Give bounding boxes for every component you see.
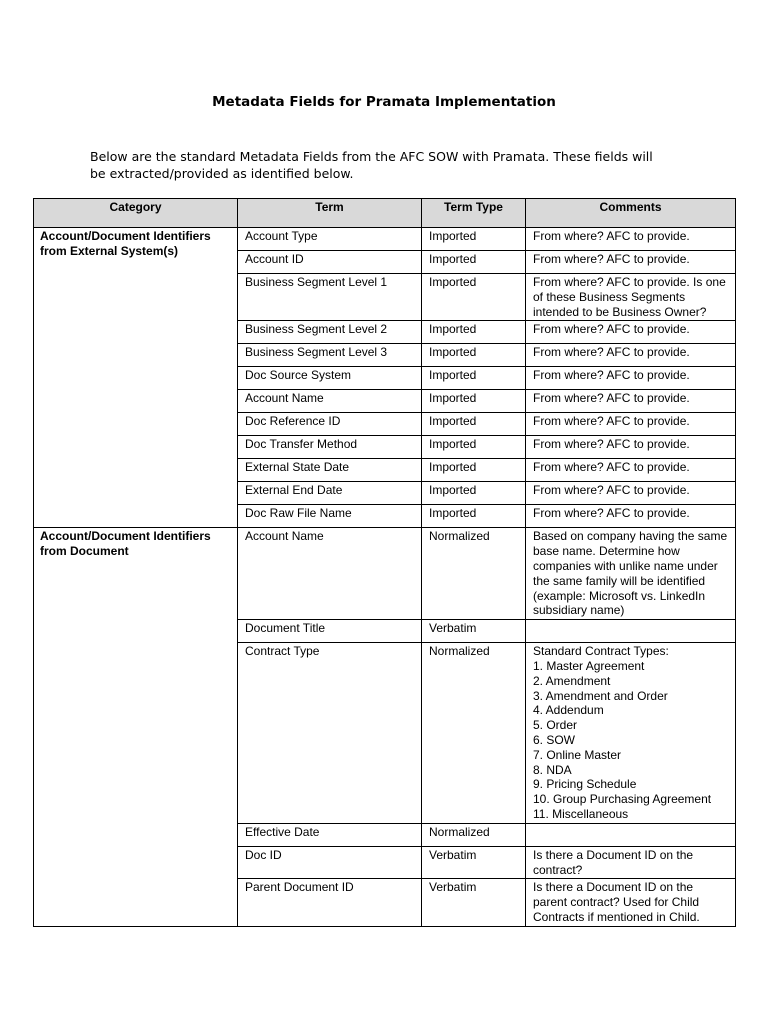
header-term: Term [238,199,422,228]
comment-cell: From where? AFC to provide. [526,228,736,251]
term-type-cell: Imported [422,459,526,482]
term-cell: Doc ID [238,846,422,879]
term-type-cell: Imported [422,274,526,321]
comment-cell: From where? AFC to provide. [526,482,736,505]
term-cell: Business Segment Level 3 [238,344,422,367]
term-type-cell: Imported [422,367,526,390]
term-type-cell: Imported [422,413,526,436]
term-cell: Parent Document ID [238,879,422,926]
header-term-type: Term Type [422,199,526,228]
comment-cell: From where? AFC to provide. [526,390,736,413]
comment-cell: Based on company having the same base name. Determine how companies with unlike name under the same family will be identified (example: Microsoft vs. LinkedIn subsidiary name) [526,528,736,620]
term-type-cell: Normalized [422,643,526,824]
table-row [34,528,736,620]
term-type-cell: Normalized [422,823,526,846]
comment-cell: From where? AFC to provide. [526,436,736,459]
term-type-cell: Normalized [422,528,526,620]
term-cell: Account Name [238,528,422,620]
comment-cell: Is there a Document ID on the contract? [526,846,736,879]
term-cell: Doc Raw File Name [238,505,422,528]
term-cell: External End Date [238,482,422,505]
comment-cell: Is there a Document ID on the parent contract? Used for Child Contracts if mentioned in Child. [526,879,736,926]
term-type-cell: Imported [422,505,526,528]
term-cell: Effective Date [238,823,422,846]
term-type-cell: Imported [422,251,526,274]
comment-cell: From where? AFC to provide. [526,344,736,367]
term-type-cell: Imported [422,436,526,459]
term-cell: External State Date [238,459,422,482]
term-type-cell: Imported [422,344,526,367]
term-cell: Account Type [238,228,422,251]
term-type-cell: Imported [422,390,526,413]
comment-cell: From where? AFC to provide. [526,321,736,344]
term-cell: Account ID [238,251,422,274]
term-cell: Doc Source System [238,367,422,390]
table-row [34,228,736,251]
term-cell: Business Segment Level 2 [238,321,422,344]
intro-paragraph: Below are the standard Metadata Fields from the AFC SOW with Pramata. These fields will be extracted/provided as identified below. [90,149,653,181]
header-category: Category [34,199,238,228]
comment-cell: Standard Contract Types: 1. Master Agreement 2. Amendment 3. Amendment and Order 4. Addendum 5. Order 6. SOW 7. Online Master 8. NDA 9. Pricing Schedule 10. Group Purchasing Agreement 11. Miscellaneous [526,643,736,824]
term-cell: Contract Type [238,643,422,824]
metadata-table [33,198,736,927]
comment-cell: From where? AFC to provide. Is one of these Business Segments intended to be Business Owner? [526,274,736,321]
term-cell: Account Name [238,390,422,413]
comment-cell: From where? AFC to provide. [526,505,736,528]
comment-cell: From where? AFC to provide. [526,413,736,436]
term-type-cell: Verbatim [422,620,526,643]
comment-cell: From where? AFC to provide. [526,367,736,390]
comment-cell: From where? AFC to provide. [526,459,736,482]
comment-cell [526,823,736,846]
table-body [34,228,736,927]
term-cell: Business Segment Level 1 [238,274,422,321]
category-cell: Account/Document Identifiers from Document [34,528,238,926]
page-title: Metadata Fields for Pramata Implementation [212,94,556,110]
header-comments: Comments [526,199,736,228]
term-type-cell: Verbatim [422,846,526,879]
category-cell: Account/Document Identifiers from External System(s) [34,228,238,528]
term-type-cell: Verbatim [422,879,526,926]
term-cell: Doc Transfer Method [238,436,422,459]
comment-cell [526,620,736,643]
term-cell: Doc Reference ID [238,413,422,436]
comment-cell: From where? AFC to provide. [526,251,736,274]
term-type-cell: Imported [422,482,526,505]
table-header-row [34,199,736,228]
term-type-cell: Imported [422,228,526,251]
term-type-cell: Imported [422,321,526,344]
term-cell: Document Title [238,620,422,643]
